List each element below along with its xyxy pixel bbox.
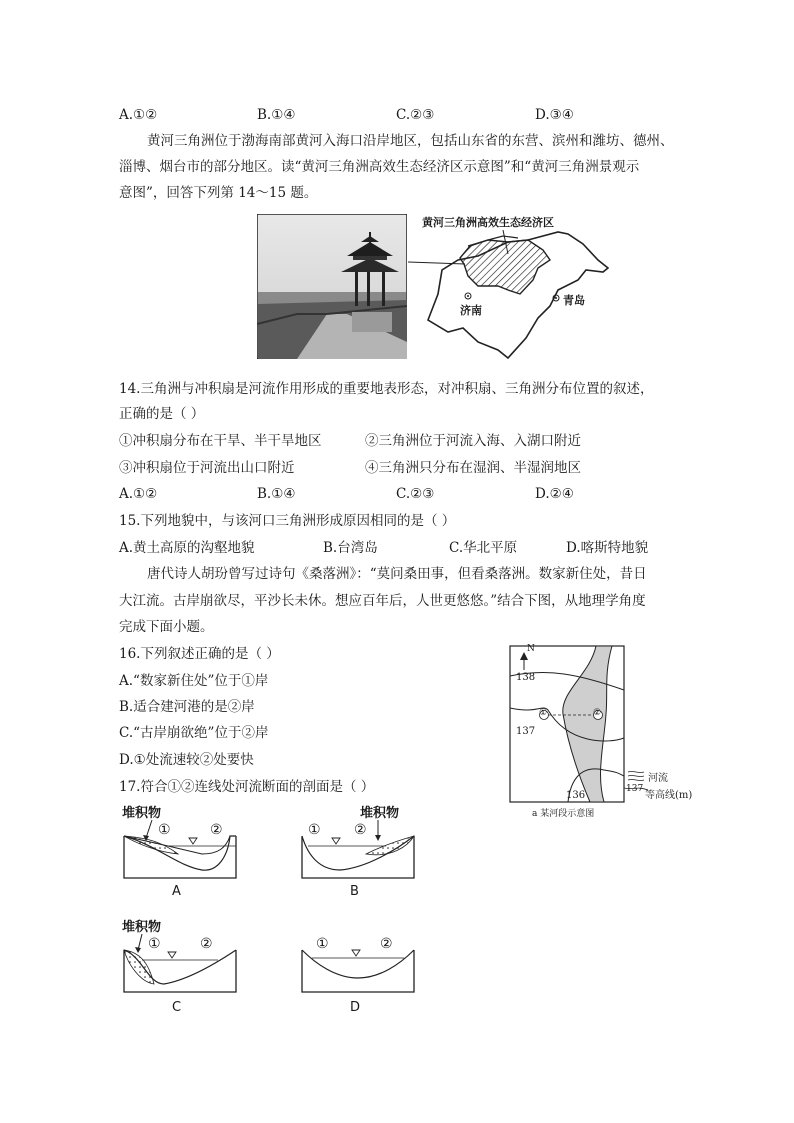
section-c-point-1: ① xyxy=(148,936,161,952)
q13-option-c: C.②③ xyxy=(396,107,435,123)
intro-1617-line2: 大江流。古岸崩欲尽，平沙长未休。想应百年后，人世更悠悠。”结合下图，从地理学角度 xyxy=(119,593,646,609)
intro-1415-line1: 黄河三角洲位于渤海南部黄河入海口沿岸地区，包括山东省的东营、滨州和潍坊、德州、 xyxy=(147,133,674,149)
q14-statement-3: ③冲积扇位于河流出山口附近 xyxy=(119,460,295,476)
q13-option-d: D.③④ xyxy=(535,107,574,123)
point-2-label: ② xyxy=(593,708,602,718)
section-d-label: D xyxy=(350,1000,361,1015)
section-c-label: C xyxy=(172,1000,182,1015)
q15-option-c: C.华北平原 xyxy=(449,540,518,556)
intro-1617-line3: 完成下面小题。 xyxy=(119,619,214,635)
section-a-label: A xyxy=(172,884,181,899)
section-d-point-1: ① xyxy=(316,936,329,952)
q14-option-d: D.②④ xyxy=(535,486,574,502)
section-b-label: B xyxy=(350,884,359,899)
q14-option-a: A.①② xyxy=(119,486,158,502)
intro-1415-line2: 淄博、烟台市的部分地区。读“黄河三角洲高效生态经济区示意图”和“黄河三角洲景观示 xyxy=(119,159,640,175)
economic-zone-label: 黄河三角洲高效生态经济区 xyxy=(422,216,554,229)
q14-statement-4: ④三角洲只分布在湿润、半湿润地区 xyxy=(365,460,581,476)
intro-1415-line3: 意图”，回答下列第 14～15 题。 xyxy=(119,185,318,201)
section-b xyxy=(296,806,421,906)
section-b-deposit-label: 堆积物 xyxy=(360,806,400,821)
q15-option-a: A.黄土高原的沟壑地貌 xyxy=(119,540,255,556)
section-a-point-2: ② xyxy=(210,822,223,838)
north-label: N xyxy=(527,644,535,654)
q15-option-d: D.喀斯特地貌 xyxy=(566,540,649,556)
section-d xyxy=(296,920,421,1020)
intro-1617-line1: 唐代诗人胡玢曾写过诗句《桑落洲》：“莫问桑田事，但看桑落洲。数家新住处，昔日 xyxy=(147,566,647,582)
q15-option-b: B.台湾岛 xyxy=(323,540,378,556)
section-a-deposit-label: 堆积物 xyxy=(122,806,162,821)
point-1-label: ① xyxy=(539,708,548,718)
q15-stem: 15.下列地貌中，与该河口三角洲形成原因相同的是（ ） xyxy=(119,513,456,529)
q14-stem-line1: 14.三角洲与冲积扇是河流作用形成的重要地表形态，对冲积扇、三角洲分布位置的叙述， xyxy=(119,381,654,397)
section-d-point-2: ② xyxy=(380,936,393,952)
river-map-caption: a 某河段示意图 xyxy=(532,809,595,819)
section-b-point-2: ② xyxy=(354,822,367,838)
section-c xyxy=(118,920,243,1020)
q16-option-d: D.①处流速较②处要快 xyxy=(119,752,254,768)
contour-138-label: 138 xyxy=(516,672,536,683)
q14-statement-2: ②三角洲位于河流入海、入湖口附近 xyxy=(365,433,581,449)
legend-contour-label: 等高线(m) xyxy=(645,790,693,801)
contour-137-label: 137 xyxy=(516,726,536,737)
shandong-map xyxy=(408,210,618,360)
q16-option-c: C.“古岸崩欲绝”位于②岸 xyxy=(119,725,269,741)
q13-option-b: B.①④ xyxy=(257,107,296,123)
q14-option-c: C.②③ xyxy=(396,486,435,502)
delta-landscape-photo xyxy=(257,214,407,359)
section-b-point-1: ① xyxy=(308,822,321,838)
q13-option-a: A.①② xyxy=(119,107,158,123)
q16-stem: 16.下列叙述正确的是（ ） xyxy=(119,646,280,662)
section-a-point-1: ① xyxy=(158,822,171,838)
city-qingdao-label: 青岛 xyxy=(563,294,585,307)
q14-statement-1: ①冲积扇分布在干旱、半干旱地区 xyxy=(119,433,322,449)
section-c-deposit-label: 堆积物 xyxy=(122,920,162,935)
city-jinan-label: 济南 xyxy=(460,304,482,317)
q16-option-a: A.“数家新住处”位于①岸 xyxy=(119,673,269,689)
q14-option-b: B.①④ xyxy=(257,486,296,502)
legend-river-label: 河流 xyxy=(648,773,668,784)
legend-contour-number: 137 xyxy=(626,784,644,794)
q17-stem: 17.符合①②连线处河流断面的剖面是（ ） xyxy=(119,779,375,795)
river-segment-map xyxy=(508,644,693,824)
section-c-point-2: ② xyxy=(200,936,213,952)
q14-stem-line2: 正确的是（ ） xyxy=(119,406,205,422)
section-a xyxy=(118,806,243,906)
contour-136-label: 136 xyxy=(566,790,586,801)
q16-option-b: B.适合建河港的是②岸 xyxy=(119,699,255,715)
